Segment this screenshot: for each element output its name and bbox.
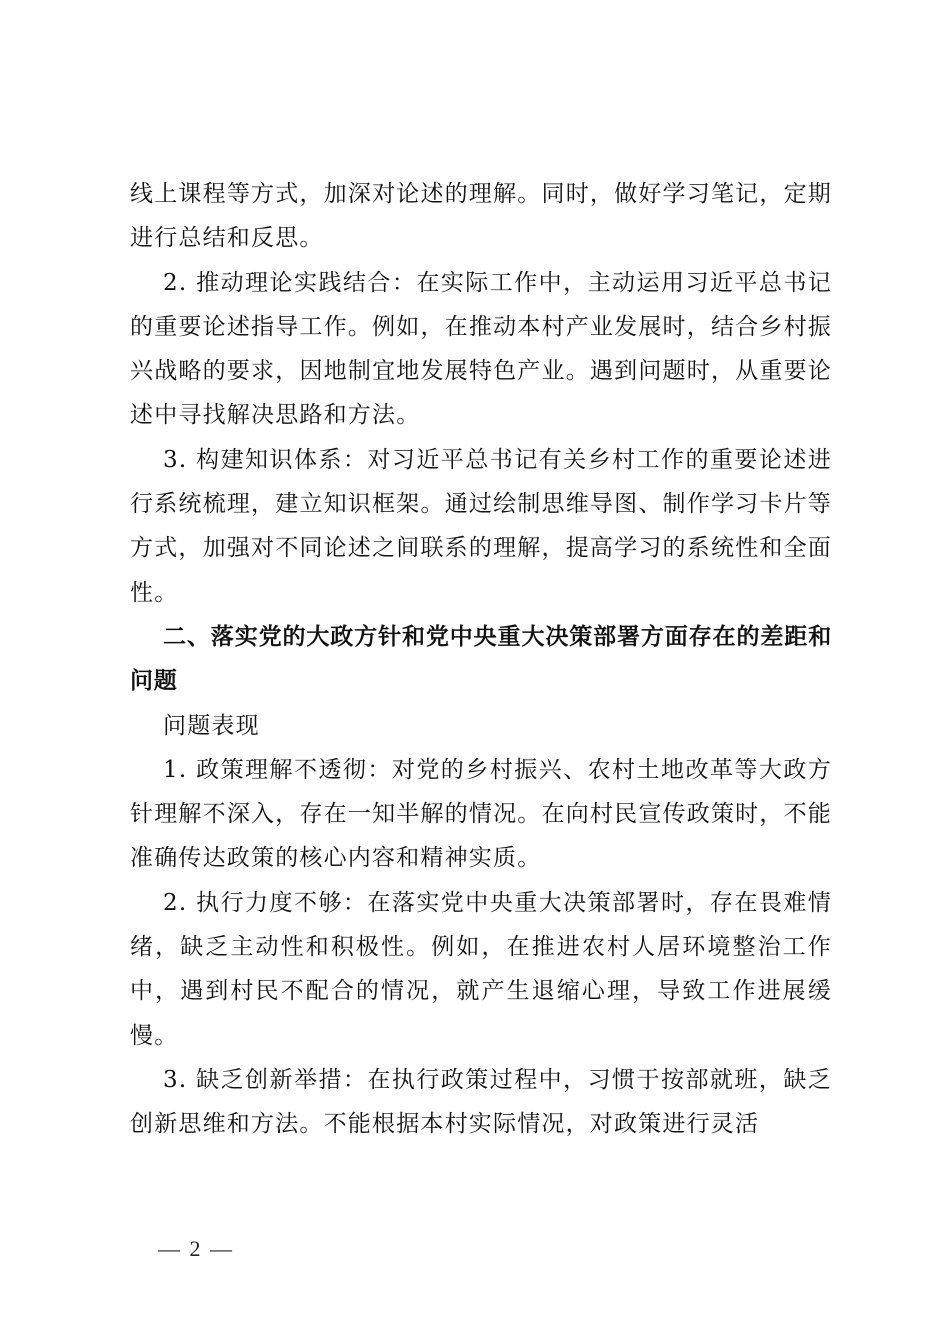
paragraph-continuation: 线上课程等方式，加深对论述的理解。同时，做好学习笔记，定期进行总结和反思。 xyxy=(130,181,832,252)
paragraph-item-3-knowledge-system: 3. 构建知识体系：对习近平总书记有关乡村工作的重要论述进行系统梳理，建立知识框架。通过绘制思维导图、制作学习卡片等方式，加强对不同论述之间联系的理解，提高学习的系统性和全面性。 xyxy=(130,446,832,606)
paragraph-item-2-theory-practice: 2. 推动理论实践结合：在实际工作中，主动运用习近平总书记的重要论述指导工作。例如，在推动本村产业发展时，结合乡村振兴战略的要求，因地制宜地发展特色产业。遇到问题时，从重要论述中寻找解决思路和方法。 xyxy=(130,269,832,429)
paragraph-problem-1: 1. 政策理解不透彻：对党的乡村振兴、农村土地改革等大政方针理解不深入，存在一知半解的情况。在向村民宣传政策时，不能准确传达政策的核心内容和精神实质。 xyxy=(130,756,832,872)
paragraph-problem-3: 3. 缺乏创新举措：在执行政策过程中，习惯于按部就班，缺乏创新思维和方法。不能根据本村实际情况，对政策进行灵活 xyxy=(130,1066,832,1138)
page-number: — 2 — xyxy=(158,1236,234,1261)
subheading-problems: 问题表现 xyxy=(163,712,260,739)
section-heading-2: 二、落实党的大政方针和党中央重大决策部署方面存在的差距和问题 xyxy=(130,623,832,695)
paragraph-problem-2: 2. 执行力度不够：在落实党中央重大决策部署时，存在畏难情绪，缺乏主动性和积极性。例如，在推进农村人居环境整治工作中，遇到村民不配合的情况，就产生退缩心理，导致工作进展缓慢。 xyxy=(130,889,832,1049)
document-body xyxy=(130,172,832,1147)
